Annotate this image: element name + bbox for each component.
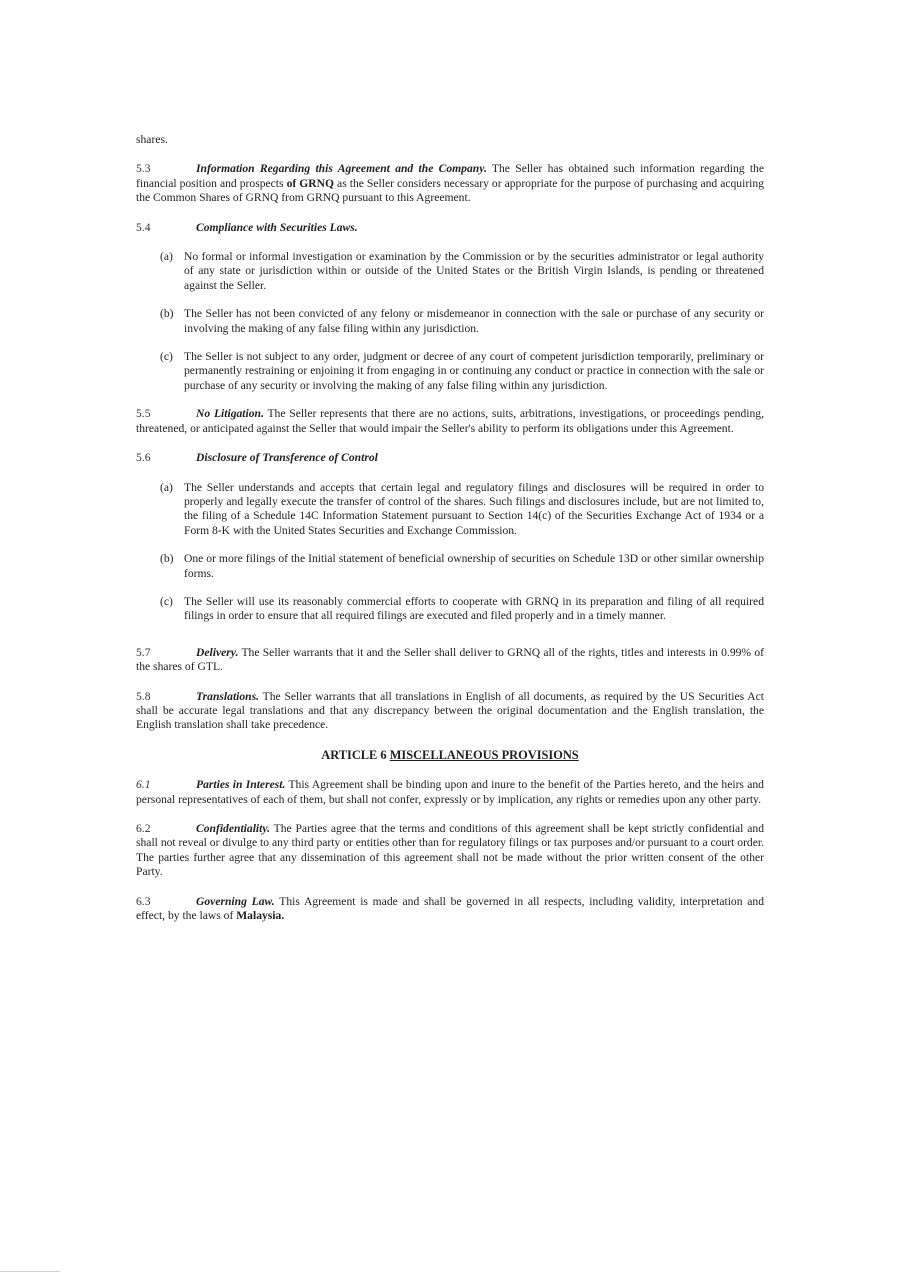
section-text: The Parties agree that the terms and conditions of this agreement shall be kept strictly confidential and shall not reveal or divulge to any third party or entities other than for regulatory filings or tax purposes and/or pursuant to a court order. The parties further agree that any dissemination of this agreement shall not be made without the prior written consent of the other Party.	[136, 822, 764, 879]
section-heading: Governing Law.	[196, 894, 275, 908]
clause-5-4-b	[136, 307, 764, 336]
section-number: 5.8	[136, 689, 151, 703]
clause-5-4-a	[136, 250, 764, 293]
section-number: 6.1	[136, 778, 151, 792]
section-number: 5.3	[136, 162, 151, 176]
section-text: This Agreement shall be binding upon and inure to the benefit of the Parties hereto, and the heirs and personal representatives of each of them, but shall not confer, expressly or by implication, any rights or remedies upon any other party.	[136, 778, 764, 806]
clause-text: The Seller has not been convicted of any felony or misdemeanor in connection with the sale or purchase of any security or involving the making of any false filing within any jurisdiction.	[184, 307, 764, 335]
section-text: as the Seller considers necessary or appropriate for the purpose of purchasing and acquiring the Common Shares of GRNQ from GRNQ pursuant to this Agreement.	[136, 176, 764, 205]
clause-text: The Seller is not subject to any order, judgment or decree of any court of competent jurisdiction temporarily, preliminary or permanently restraining or enjoining it from engaging in or continuing any conduct or practice in connection with the sale or purchase of any security or involving the making of any false filing within any jurisdiction.	[184, 350, 764, 392]
section-6-1	[136, 778, 764, 807]
section-text: The Seller represents that there are no actions, suits, arbitrations, investigations, or proceedings pending, threatened, or anticipated against the Seller that would impair the Seller's ability to perform its obligations under this Agreement.	[136, 407, 764, 435]
clause-marker: (a)	[160, 250, 173, 264]
section-text: The Seller has obtained such information regarding the financial position and prospects	[136, 162, 764, 190]
clause-marker: (b)	[160, 307, 174, 321]
article-6-title	[136, 748, 764, 762]
clause-5-6-a	[136, 481, 764, 539]
section-number: 5.7	[136, 645, 151, 659]
clause-marker: (a)	[160, 480, 173, 494]
section-heading: Disclosure of Transference of Control	[196, 451, 378, 465]
section-heading: Confidentiality.	[196, 822, 270, 835]
section-5-3	[136, 162, 764, 205]
clause-marker: (c)	[160, 594, 173, 608]
section-heading: Compliance with Securities Laws.	[196, 220, 358, 234]
clause-marker: (b)	[160, 552, 174, 566]
section-text: The Seller warrants that all translations in English of all documents, as required by the US Securities Act shall be accurate legal translations and that any discrepancy between the original documentation and the English translation, the English translation shall take precedence.	[136, 689, 764, 732]
clause-5-6-b	[136, 552, 764, 581]
section-number: 6.3	[136, 894, 151, 908]
clause-text: The Seller understands and accepts that certain legal and regulatory filings and disclosures will be required in order to properly and legally execute the transfer of control of the shares. Such filings and disclosures include, but are not limited to, the filing of a Schedule 14C Information Statement pursuant to Section 14(c) of the Securities Exchange Act of 1934 or a Form 8-K with the United States Securities and Exchange Commission.	[184, 480, 764, 537]
section-number: 6.2	[136, 822, 151, 835]
section-bold-text: Malaysia.	[236, 909, 285, 923]
section-text: This Agreement is made and shall be governed in all respects, including validity, interpretation and effect, by the laws of	[136, 894, 764, 923]
clause-5-4-c	[136, 350, 764, 393]
section-number: 5.5	[136, 407, 151, 421]
section-5-6	[136, 451, 764, 465]
section-6-3	[136, 895, 764, 924]
section-5-7	[136, 646, 764, 675]
article-prefix: ARTICLE 6	[321, 747, 390, 762]
clause-5-6-c	[136, 595, 764, 624]
section-heading: Translations.	[196, 689, 260, 703]
section-6-2	[136, 822, 764, 880]
clause-marker: (c)	[160, 350, 173, 364]
section-heading: Parties in Interest.	[196, 778, 286, 792]
section-heading: Information Regarding this Agreement and the Company.	[196, 162, 487, 176]
section-number: 5.4	[136, 220, 151, 234]
clause-text: One or more filings of the Initial statement of beneficial ownership of securities on Schedule 13D or other similar ownership forms.	[184, 552, 764, 580]
section-5-4	[136, 221, 764, 235]
section-heading: Delivery.	[196, 645, 239, 659]
clause-text: No formal or informal investigation or examination by the Commission or by the securities administrator or legal authority of any state or jurisdiction within or outside of the United States or the British Virgin Islands, is pending or threatened against the Seller.	[184, 250, 764, 292]
section-heading: No Litigation.	[196, 407, 264, 421]
section-5-5	[136, 407, 764, 436]
clause-text: The Seller will use its reasonably commercial efforts to cooperate with GRNQ in its preparation and filing of all required filings in order to ensure that all required filings are executed and filed properly and in a timely manner.	[184, 594, 764, 623]
section-number: 5.6	[136, 451, 151, 465]
article-heading: MISCELLANEOUS PROVISIONS	[389, 747, 579, 762]
section-bold-text: of GRNQ	[286, 176, 335, 190]
section-5-8	[136, 690, 764, 733]
lead-fragment: shares.	[136, 133, 168, 146]
section-text: The Seller warrants that it and the Seller shall deliver to GRNQ all of the rights, titles and interests in 0.99% of the shares of GTL.	[136, 645, 764, 674]
